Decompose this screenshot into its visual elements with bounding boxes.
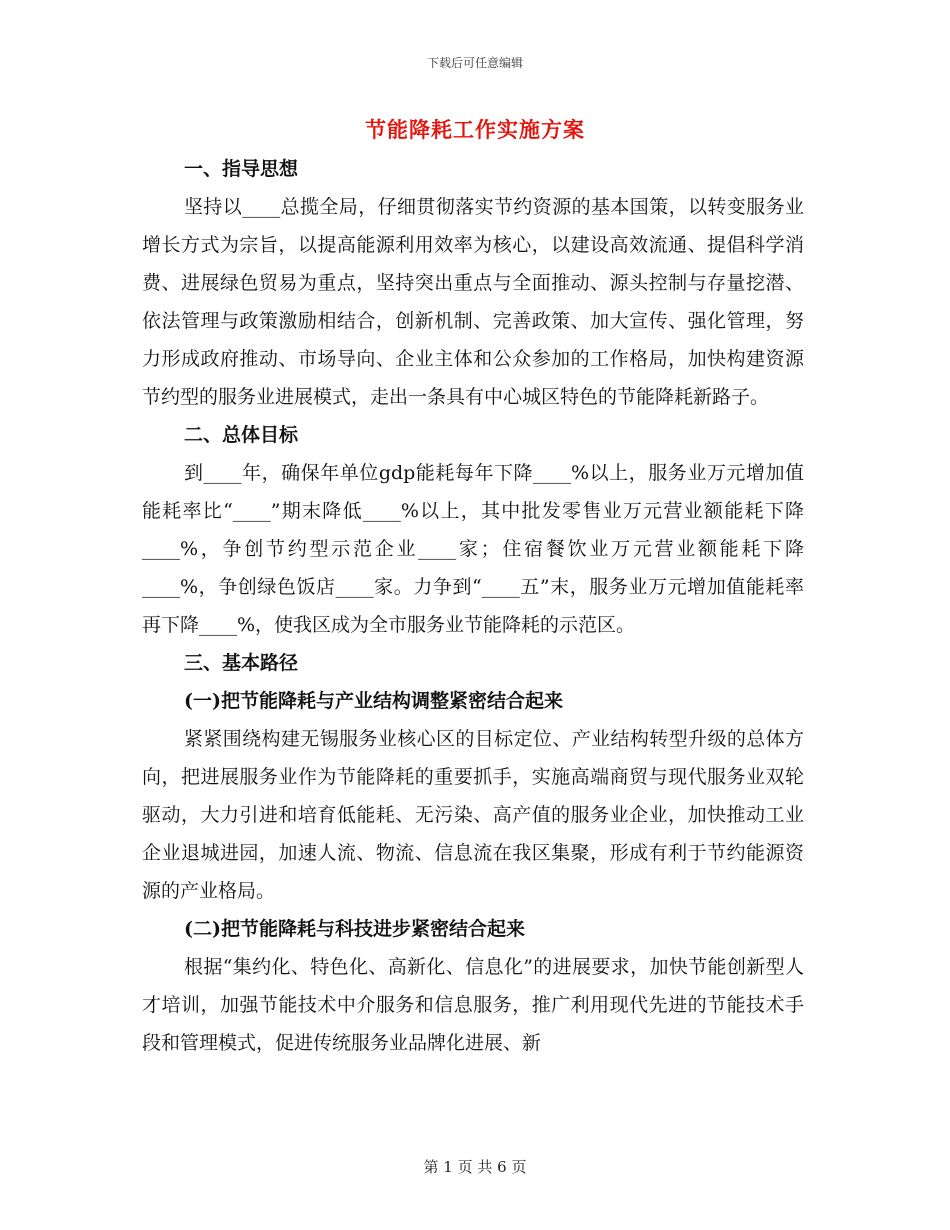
subsection-paragraph-technology-progress: 根据“集约化、特色化、高新化、信息化”的进展要求，加快节能创新型人才培训，加强节能技术中介服务和信息服务，推广利用现代先进的节能技术手段和管理模式，促进传统服务业品牌化进展、新 — [142, 956, 804, 1054]
page-indicator: 第 1 页 共 6 页 — [423, 1158, 527, 1176]
section-paragraph-overall-goals: 到____年，确保年单位gdp能耗每年下降____%以上，服务业万元增加值能耗率比“____”期末降低____%以上，其中批发零售业万元营业额能耗下降____%，争创节约型示范企业____家；住宿餐饮业万元营业额能耗下降____%，争创绿色饭店____家。力争到“____五”末，服务业万元增加值能耗率再下降____%，使我区成为全市服务业节能降耗的示范区。 — [142, 462, 804, 636]
section-heading-basic-path: 三、基本路径 — [184, 652, 299, 674]
section-heading-guiding-ideology: 一、指导思想 — [184, 158, 299, 180]
header-note: 下载后可任意编辑 — [426, 56, 523, 70]
document-title: 节能降耗工作实施方案 — [365, 117, 585, 142]
section-paragraph-guiding-ideology: 坚持以____总揽全局，仔细贯彻落实节约资源的基本国策，以转变服务业增长方式为宗旨，以提高能源利用效率为核心，以建设高效流通、提倡科学消费、进展绿色贸易为重点，坚持突出重点与全面推动、源头控制与存量挖潜、依法管理与政策激励相结合，创新机制、完善政策、加大宣传、强化管理，努力形成政府推动、市场导向、企业主体和公众参加的工作格局，加快构建资源节约型的服务业进展模式，走出一条具有中心城区特色的节能降耗新路子。 — [142, 196, 804, 408]
document-body — [142, 150, 804, 1062]
section-heading-overall-goals: 二、总体目标 — [184, 424, 299, 446]
subsection-heading-technology-progress: (二)把节能降耗与科技进步紧密结合起来 — [184, 918, 525, 940]
subsection-heading-industrial-structure: (一)把节能降耗与产业结构调整紧密结合起来 — [184, 690, 563, 712]
subsection-paragraph-industrial-structure: 紧紧围绕构建无锡服务业核心区的目标定位、产业结构转型升级的总体方向，把进展服务业作为节能降耗的重要抓手，实施高端商贸与现代服务业双轮驱动，大力引进和培育低能耗、无污染、高产值的服务业企业，加快推动工业企业退城进园，加速人流、物流、信息流在我区集聚，形成有利于节约能源资源的产业格局。 — [142, 728, 804, 902]
